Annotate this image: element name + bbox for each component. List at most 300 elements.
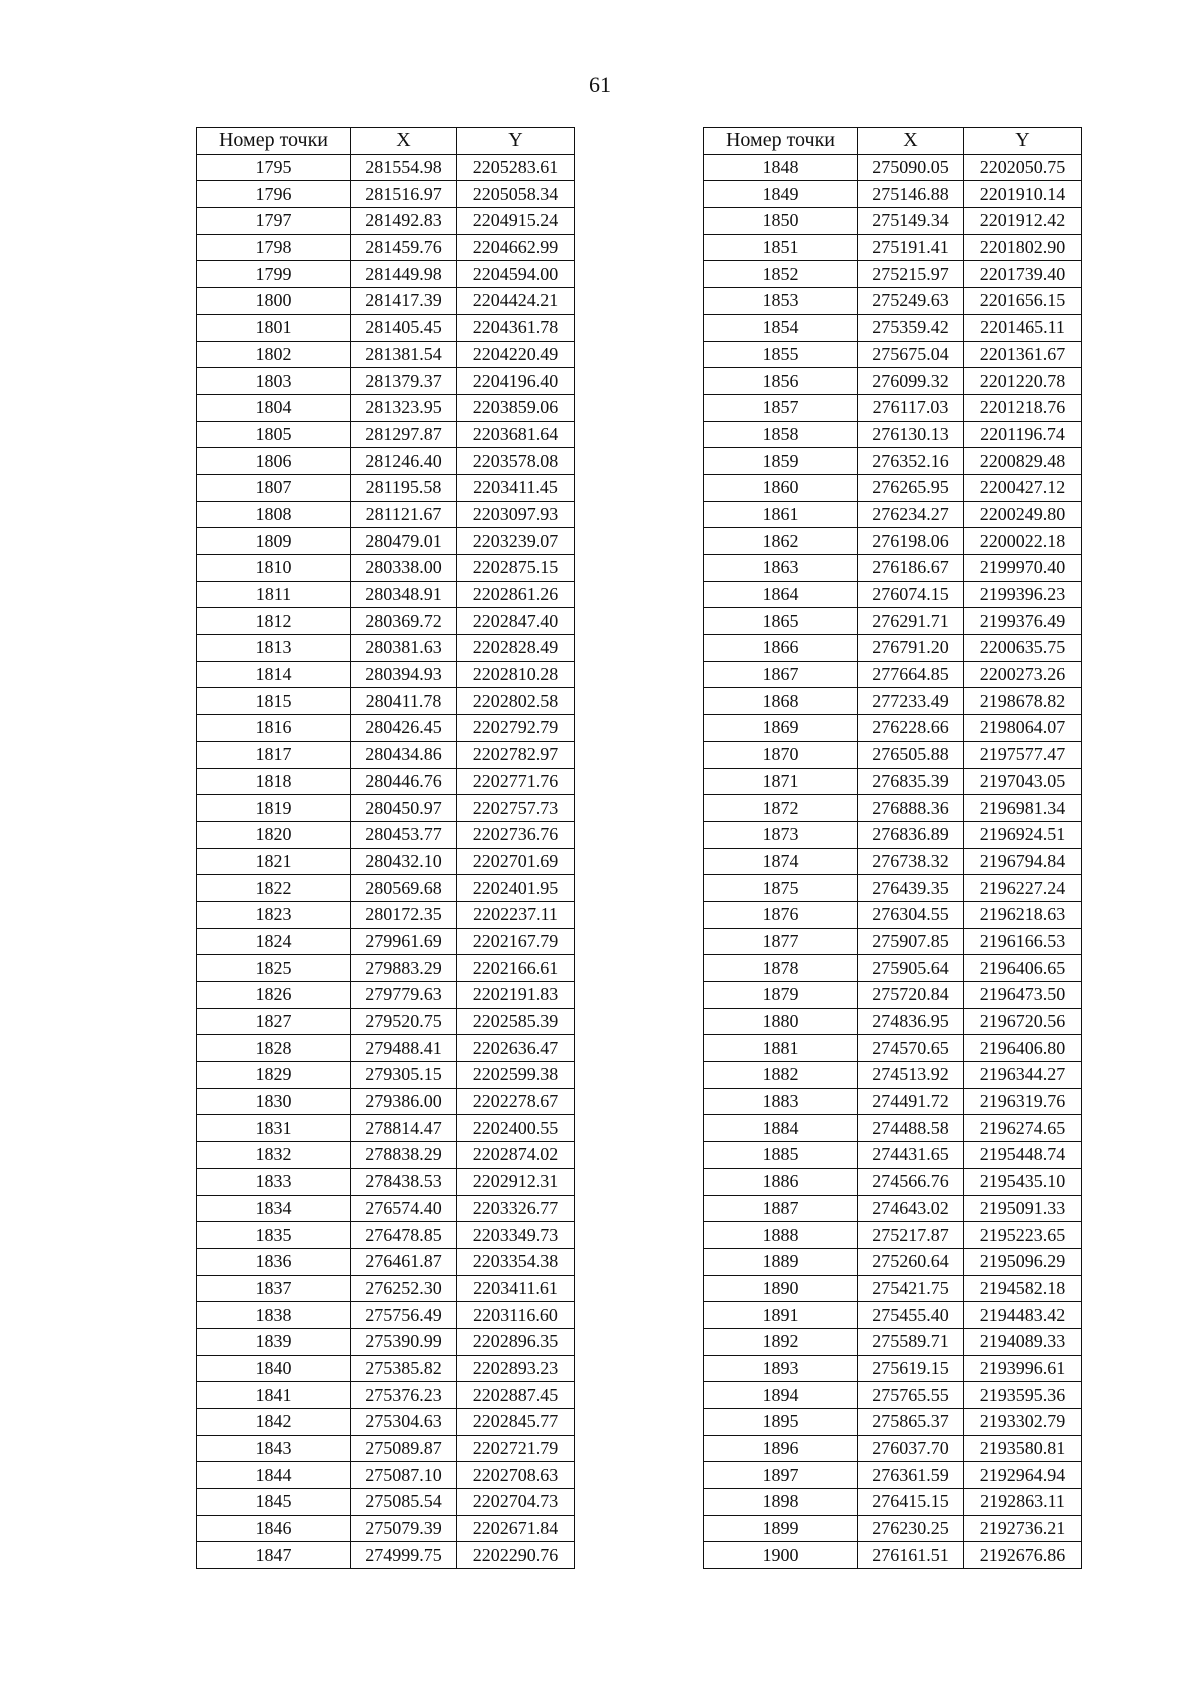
y-coordinate-cell: 2202290.76 [457,1542,575,1569]
table-row [704,848,1082,875]
point-number-cell: 1900 [704,1542,858,1569]
y-coordinate-cell: 2202875.15 [457,555,575,582]
y-coordinate-cell: 2195091.33 [964,1195,1082,1222]
point-number-cell: 1836 [197,1248,351,1275]
table-row [704,181,1082,208]
point-number-cell: 1857 [704,394,858,421]
x-coordinate-cell: 276461.87 [351,1248,457,1275]
table-row [704,314,1082,341]
y-coordinate-cell: 2201656.15 [964,288,1082,315]
y-coordinate-cell: 2193996.61 [964,1355,1082,1382]
table-row [704,1062,1082,1089]
y-coordinate-cell: 2202757.73 [457,795,575,822]
x-coordinate-cell: 275087.10 [351,1462,457,1489]
point-number-cell: 1899 [704,1515,858,1542]
table-row [197,875,575,902]
table-row [704,928,1082,955]
y-coordinate-cell: 2200249.80 [964,501,1082,528]
point-number-cell: 1879 [704,982,858,1009]
table-row [704,341,1082,368]
table-row [197,1248,575,1275]
table-row [704,1435,1082,1462]
y-coordinate-cell: 2202896.35 [457,1328,575,1355]
y-coordinate-cell: 2202828.49 [457,635,575,662]
x-coordinate-cell: 275304.63 [351,1409,457,1436]
point-number-cell: 1893 [704,1355,858,1382]
x-coordinate-cell: 277664.85 [858,661,964,688]
y-coordinate-cell: 2200022.18 [964,528,1082,555]
y-coordinate-cell: 2204220.49 [457,341,575,368]
x-coordinate-cell: 276265.95 [858,474,964,501]
table-row [197,1115,575,1142]
x-coordinate-cell: 274999.75 [351,1542,457,1569]
table-row [197,741,575,768]
y-coordinate-cell: 2196218.63 [964,901,1082,928]
y-coordinate-cell: 2201739.40 [964,261,1082,288]
point-number-cell: 1806 [197,448,351,475]
header-y: Y [457,128,575,155]
table-row [197,1382,575,1409]
x-coordinate-cell: 275907.85 [858,928,964,955]
point-number-cell: 1817 [197,741,351,768]
point-number-cell: 1820 [197,821,351,848]
y-coordinate-cell: 2200635.75 [964,635,1082,662]
point-number-cell: 1864 [704,581,858,608]
point-number-cell: 1892 [704,1328,858,1355]
table-row [197,394,575,421]
x-coordinate-cell: 274566.76 [858,1168,964,1195]
y-coordinate-cell: 2202671.84 [457,1515,575,1542]
point-number-cell: 1873 [704,821,858,848]
x-coordinate-cell: 276888.36 [858,795,964,822]
y-coordinate-cell: 2195223.65 [964,1222,1082,1249]
table-row [704,1222,1082,1249]
x-coordinate-cell: 280338.00 [351,555,457,582]
y-coordinate-cell: 2202167.79 [457,928,575,955]
point-number-cell: 1803 [197,368,351,395]
table-row [197,1008,575,1035]
table-row [197,1168,575,1195]
table-row [704,1195,1082,1222]
header-x: X [351,128,457,155]
x-coordinate-cell: 276037.70 [858,1435,964,1462]
y-coordinate-cell: 2204662.99 [457,234,575,261]
x-coordinate-cell: 276304.55 [858,901,964,928]
table-row [704,208,1082,235]
x-coordinate-cell: 279520.75 [351,1008,457,1035]
point-number-cell: 1863 [704,555,858,582]
table-row [197,982,575,1009]
y-coordinate-cell: 2197043.05 [964,768,1082,795]
header-point-number: Номер точки [704,128,858,155]
point-number-cell: 1799 [197,261,351,288]
table-row [197,688,575,715]
table-row [197,208,575,235]
table-row [704,421,1082,448]
x-coordinate-cell: 274491.72 [858,1088,964,1115]
table-row [197,1328,575,1355]
point-number-cell: 1856 [704,368,858,395]
x-coordinate-cell: 275359.42 [858,314,964,341]
point-number-cell: 1805 [197,421,351,448]
x-coordinate-cell: 276361.59 [858,1462,964,1489]
table-row [197,181,575,208]
table-row [704,1088,1082,1115]
table-row [197,501,575,528]
x-coordinate-cell: 275085.54 [351,1489,457,1516]
y-coordinate-cell: 2202701.69 [457,848,575,875]
y-coordinate-cell: 2202585.39 [457,1008,575,1035]
table-row [197,635,575,662]
y-coordinate-cell: 2202847.40 [457,608,575,635]
point-number-cell: 1877 [704,928,858,955]
x-coordinate-cell: 276415.15 [858,1489,964,1516]
point-number-cell: 1875 [704,875,858,902]
table-row [704,1462,1082,1489]
point-number-cell: 1855 [704,341,858,368]
y-coordinate-cell: 2202845.77 [457,1409,575,1436]
y-coordinate-cell: 2201220.78 [964,368,1082,395]
y-coordinate-cell: 2195448.74 [964,1142,1082,1169]
y-coordinate-cell: 2202278.67 [457,1088,575,1115]
point-number-cell: 1810 [197,555,351,582]
table-row [704,234,1082,261]
table-header-row [704,128,1082,155]
table-row [704,955,1082,982]
table-row [197,1062,575,1089]
table-row [197,314,575,341]
x-coordinate-cell: 274488.58 [858,1115,964,1142]
x-coordinate-cell: 279779.63 [351,982,457,1009]
x-coordinate-cell: 280172.35 [351,901,457,928]
point-number-cell: 1833 [197,1168,351,1195]
point-number-cell: 1824 [197,928,351,955]
x-coordinate-cell: 274431.65 [858,1142,964,1169]
y-coordinate-cell: 2193595.36 [964,1382,1082,1409]
point-number-cell: 1798 [197,234,351,261]
y-coordinate-cell: 2198064.07 [964,715,1082,742]
y-coordinate-cell: 2202861.26 [457,581,575,608]
point-number-cell: 1819 [197,795,351,822]
point-number-cell: 1800 [197,288,351,315]
table-row [704,1008,1082,1035]
table-row [704,154,1082,181]
point-number-cell: 1890 [704,1275,858,1302]
y-coordinate-cell: 2203411.45 [457,474,575,501]
y-coordinate-cell: 2196981.34 [964,795,1082,822]
point-number-cell: 1897 [704,1462,858,1489]
point-number-cell: 1860 [704,474,858,501]
x-coordinate-cell: 275390.99 [351,1328,457,1355]
point-number-cell: 1874 [704,848,858,875]
point-number-cell: 1896 [704,1435,858,1462]
x-coordinate-cell: 274836.95 [858,1008,964,1035]
y-coordinate-cell: 2193302.79 [964,1409,1082,1436]
table-row [704,1248,1082,1275]
point-number-cell: 1831 [197,1115,351,1142]
point-number-cell: 1883 [704,1088,858,1115]
point-number-cell: 1876 [704,901,858,928]
y-coordinate-cell: 2205058.34 [457,181,575,208]
table-row [704,715,1082,742]
table-row [197,1462,575,1489]
coordinates-table-left [196,127,575,1569]
x-coordinate-cell: 281405.45 [351,314,457,341]
table-row [704,528,1082,555]
point-number-cell: 1829 [197,1062,351,1089]
table-row [704,1515,1082,1542]
point-number-cell: 1884 [704,1115,858,1142]
y-coordinate-cell: 2192863.11 [964,1489,1082,1516]
table-row [197,421,575,448]
point-number-cell: 1886 [704,1168,858,1195]
y-coordinate-cell: 2196227.24 [964,875,1082,902]
x-coordinate-cell: 276186.67 [858,555,964,582]
x-coordinate-cell: 275215.97 [858,261,964,288]
y-coordinate-cell: 2197577.47 [964,741,1082,768]
x-coordinate-cell: 275079.39 [351,1515,457,1542]
y-coordinate-cell: 2192676.86 [964,1542,1082,1569]
x-coordinate-cell: 280453.77 [351,821,457,848]
y-coordinate-cell: 2196319.76 [964,1088,1082,1115]
table-row [704,635,1082,662]
y-coordinate-cell: 2200829.48 [964,448,1082,475]
table-row [197,901,575,928]
point-number-cell: 1853 [704,288,858,315]
point-number-cell: 1866 [704,635,858,662]
y-coordinate-cell: 2205283.61 [457,154,575,181]
x-coordinate-cell: 280479.01 [351,528,457,555]
table-row [704,1355,1082,1382]
y-coordinate-cell: 2204361.78 [457,314,575,341]
x-coordinate-cell: 280394.93 [351,661,457,688]
point-number-cell: 1822 [197,875,351,902]
y-coordinate-cell: 2203116.60 [457,1302,575,1329]
x-coordinate-cell: 275720.84 [858,982,964,1009]
x-coordinate-cell: 276117.03 [858,394,964,421]
x-coordinate-cell: 281297.87 [351,421,457,448]
y-coordinate-cell: 2194582.18 [964,1275,1082,1302]
x-coordinate-cell: 276835.39 [858,768,964,795]
point-number-cell: 1807 [197,474,351,501]
point-number-cell: 1878 [704,955,858,982]
point-number-cell: 1871 [704,768,858,795]
y-coordinate-cell: 2203681.64 [457,421,575,448]
table-row [197,154,575,181]
table-row [704,1542,1082,1569]
x-coordinate-cell: 276230.25 [858,1515,964,1542]
y-coordinate-cell: 2204196.40 [457,368,575,395]
x-coordinate-cell: 275675.04 [858,341,964,368]
x-coordinate-cell: 281195.58 [351,474,457,501]
x-coordinate-cell: 281449.98 [351,261,457,288]
y-coordinate-cell: 2196344.27 [964,1062,1082,1089]
y-coordinate-cell: 2192964.94 [964,1462,1082,1489]
y-coordinate-cell: 2196406.65 [964,955,1082,982]
table-row [197,715,575,742]
x-coordinate-cell: 276836.89 [858,821,964,848]
y-coordinate-cell: 2193580.81 [964,1435,1082,1462]
x-coordinate-cell: 281459.76 [351,234,457,261]
table-row [704,261,1082,288]
point-number-cell: 1880 [704,1008,858,1035]
table-row [197,1489,575,1516]
y-coordinate-cell: 2201910.14 [964,181,1082,208]
table-row [704,288,1082,315]
y-coordinate-cell: 2201361.67 [964,341,1082,368]
x-coordinate-cell: 276228.66 [858,715,964,742]
point-number-cell: 1837 [197,1275,351,1302]
y-coordinate-cell: 2202736.76 [457,821,575,848]
y-coordinate-cell: 2202893.23 [457,1355,575,1382]
x-coordinate-cell: 275455.40 [858,1302,964,1329]
point-number-cell: 1844 [197,1462,351,1489]
x-coordinate-cell: 276252.30 [351,1275,457,1302]
point-number-cell: 1848 [704,154,858,181]
point-number-cell: 1898 [704,1489,858,1516]
table-row [704,501,1082,528]
x-coordinate-cell: 276291.71 [858,608,964,635]
y-coordinate-cell: 2198678.82 [964,688,1082,715]
y-coordinate-cell: 2196406.80 [964,1035,1082,1062]
point-number-cell: 1815 [197,688,351,715]
point-number-cell: 1834 [197,1195,351,1222]
table-row [704,688,1082,715]
point-number-cell: 1808 [197,501,351,528]
point-number-cell: 1859 [704,448,858,475]
y-coordinate-cell: 2199376.49 [964,608,1082,635]
y-coordinate-cell: 2202708.63 [457,1462,575,1489]
y-coordinate-cell: 2195435.10 [964,1168,1082,1195]
table-row [704,768,1082,795]
point-number-cell: 1851 [704,234,858,261]
table-row [704,1328,1082,1355]
x-coordinate-cell: 276791.20 [858,635,964,662]
table-row [197,848,575,875]
point-number-cell: 1887 [704,1195,858,1222]
y-coordinate-cell: 2203326.77 [457,1195,575,1222]
y-coordinate-cell: 2202401.95 [457,875,575,902]
table-row [197,1515,575,1542]
point-number-cell: 1821 [197,848,351,875]
point-number-cell: 1858 [704,421,858,448]
y-coordinate-cell: 2202599.38 [457,1062,575,1089]
x-coordinate-cell: 275765.55 [858,1382,964,1409]
table-row [197,1222,575,1249]
x-coordinate-cell: 275376.23 [351,1382,457,1409]
y-coordinate-cell: 2201802.90 [964,234,1082,261]
x-coordinate-cell: 280434.86 [351,741,457,768]
x-coordinate-cell: 274513.92 [858,1062,964,1089]
x-coordinate-cell: 278814.47 [351,1115,457,1142]
x-coordinate-cell: 275865.37 [858,1409,964,1436]
x-coordinate-cell: 281554.98 [351,154,457,181]
table-row [197,234,575,261]
y-coordinate-cell: 2194089.33 [964,1328,1082,1355]
table-row [704,1168,1082,1195]
table-row [704,368,1082,395]
table-row [197,1302,575,1329]
point-number-cell: 1888 [704,1222,858,1249]
point-number-cell: 1872 [704,795,858,822]
table-row [197,608,575,635]
point-number-cell: 1854 [704,314,858,341]
x-coordinate-cell: 279386.00 [351,1088,457,1115]
x-coordinate-cell: 275146.88 [858,181,964,208]
table-row [704,1382,1082,1409]
y-coordinate-cell: 2202771.76 [457,768,575,795]
x-coordinate-cell: 280446.76 [351,768,457,795]
y-coordinate-cell: 2202636.47 [457,1035,575,1062]
x-coordinate-cell: 275149.34 [858,208,964,235]
x-coordinate-cell: 274643.02 [858,1195,964,1222]
table-row [704,821,1082,848]
point-number-cell: 1842 [197,1409,351,1436]
point-number-cell: 1825 [197,955,351,982]
x-coordinate-cell: 275217.87 [858,1222,964,1249]
y-coordinate-cell: 2201912.42 [964,208,1082,235]
y-coordinate-cell: 2201196.74 [964,421,1082,448]
header-y: Y [964,128,1082,155]
point-number-cell: 1811 [197,581,351,608]
table-row [704,1275,1082,1302]
point-number-cell: 1889 [704,1248,858,1275]
point-number-cell: 1870 [704,741,858,768]
point-number-cell: 1827 [197,1008,351,1035]
x-coordinate-cell: 279883.29 [351,955,457,982]
point-number-cell: 1894 [704,1382,858,1409]
table-row [197,1355,575,1382]
x-coordinate-cell: 281121.67 [351,501,457,528]
x-coordinate-cell: 279961.69 [351,928,457,955]
table-row [704,875,1082,902]
point-number-cell: 1885 [704,1142,858,1169]
table-row [197,555,575,582]
y-coordinate-cell: 2202792.79 [457,715,575,742]
table-row [704,394,1082,421]
y-coordinate-cell: 2203354.38 [457,1248,575,1275]
table-row [704,901,1082,928]
point-number-cell: 1849 [704,181,858,208]
point-number-cell: 1796 [197,181,351,208]
table-row [197,1035,575,1062]
x-coordinate-cell: 281516.97 [351,181,457,208]
x-coordinate-cell: 275619.15 [858,1355,964,1382]
y-coordinate-cell: 2196720.56 [964,1008,1082,1035]
table-row [197,474,575,501]
table-row [197,1195,575,1222]
x-coordinate-cell: 276130.13 [858,421,964,448]
table-row [704,741,1082,768]
y-coordinate-cell: 2202810.28 [457,661,575,688]
point-number-cell: 1846 [197,1515,351,1542]
x-coordinate-cell: 280369.72 [351,608,457,635]
x-coordinate-cell: 281492.83 [351,208,457,235]
point-number-cell: 1816 [197,715,351,742]
x-coordinate-cell: 281417.39 [351,288,457,315]
x-coordinate-cell: 275905.64 [858,955,964,982]
x-coordinate-cell: 281381.54 [351,341,457,368]
point-number-cell: 1882 [704,1062,858,1089]
y-coordinate-cell: 2202050.75 [964,154,1082,181]
table-row [704,474,1082,501]
table-row [197,821,575,848]
table-row [704,581,1082,608]
x-coordinate-cell: 280426.45 [351,715,457,742]
table-row [197,1435,575,1462]
table-row [197,1142,575,1169]
point-number-cell: 1818 [197,768,351,795]
